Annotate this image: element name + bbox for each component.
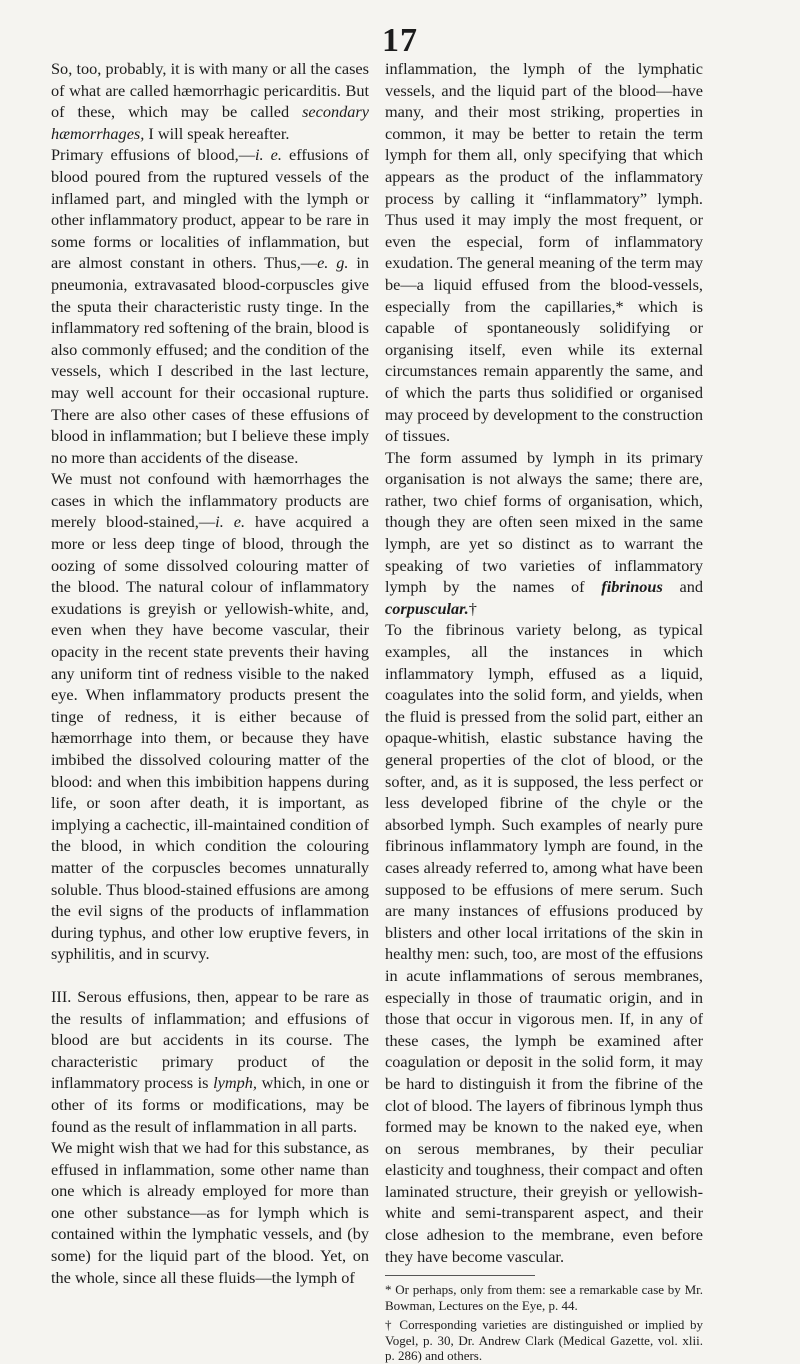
paragraph: We might wish that we had for this substance, as effused in inflammation, some other name than one which is already employed for more than one other substance—as for lymph which is contained within the lymphatic vessels, and (by some) for the liquid part of the blood. Yet, on the whole, since all these fluids—the lymph of — [51, 1138, 369, 1287]
paragraph: So, too, probably, it is with many or all the cases of what are called hæmorrhagic pericarditis. But of these, which may be called secondary hæmorrhages, I will speak hereafter. — [51, 59, 369, 143]
paragraph: We must not confound with hæmorrhages the cases in which the inflammatory products are merely blood-stained,—i. e. have acquired a more or less deep tinge of blood, through the oozing of some dissolved colouring matter of the blood. The natural colour of inflammatory exudations is greyish or yellowish-white, and, even when they have become vascular, their opacity in the recent state prevents their having any uniform tint of redness visible to the naked eye. When inflammatory products present the tinge of redness, it is either because of hæmorrhage into them, or because they have imbibed the dissolved colouring matter of the blood: and when this imbibition happens during life, or soon after death, it is important, as implying a cachectic, ill-maintained condition of the blood, in which condition the colouring matter of the corpuscles becomes unnaturally soluble. Thus blood-stained effusions are among the evil signs of the products of inflammation during typhus, and other low eruptive fevers, in syphilitis, and in scurvy. — [51, 469, 370, 964]
paragraph: The form assumed by lymph in its primary organisation is not always the same; there are, rather, two chief forms of organisation, which, though they are often seen mixed in the same lymph, are yet so distinct as to warrant the speaking of two varieties of inflammatory lymph by the names of fibrinous and corpuscular.† — [385, 447, 704, 618]
footnote-divider — [385, 1275, 535, 1276]
paragraph: inflammation, the lymph of the lymphatic vessels, and the liquid part of the blood—have many, and their most striking, properties in common, it may be better to retain the term lymph for them all, only specifying that which appears as the product of the inflammatory process by calling it “inflammatory” lymph. Thus used it may imply the most frequent, or even the especial, form of inflammatory exudation. The general meaning of the term may be—a liquid effused from the blood-vessels, especially from the capillaries,* which is capable of spontaneously solidifying or organising itself, even while its external circumstances remain apparently the same, and of which the parts thus solidified or organised may proceed by development to the construction of tissues. — [385, 59, 703, 446]
paragraph: III. Serous effusions, then, appear to be rare as the results of inflammation; and effusions of blood are but accidents in its course. The characteristic primary product of the inflammatory process is lymph, which, in one or other of its forms or modifications, may be found as the result of inflammation in all parts. — [51, 986, 370, 1136]
footnote: * Or perhaps, only from them: see a remarkable case by Mr. Bowman, Lectures on the Eye, p. 44. — [385, 1282, 703, 1313]
left-column — [51, 58, 369, 1288]
footnote: † Corresponding varieties are distinguished or implied by Vogel, p. 30, Dr. Andrew Clark (Medical Gazette, vol. xlii. p. 286) and others. — [385, 1317, 703, 1364]
right-column — [385, 58, 703, 1364]
paragraph: To the fibrinous variety belong, as typical examples, all the instances in which inflammatory lymph, effused as a liquid, coagulates into the solid form, and yields, when the fluid is pressed from the solid part, either an opaque-whitish, elastic substance having the general properties of the clot of blood, or the softer, and, as it is supposed, the less perfect or less developed fibrine of the chyle or the absorbed lymph. Such examples of nearly pure fibrinous inflammatory lymph are found, in the cases already referred to, among what have been supposed to be effusions of mere serum. Such are many instances of effusions produced by blisters and other local irritations of the skin in healthy men: such, too, are most of the effusions in acute inflammations of serous membranes, especially in those of traumatic origin, and in those that occur in vigorous men. If, in any of these cases, the lymph be examined after coagulation or deposit in the solid form, it may be hard to distinguish it from the fibrine of the clot of blood. The layers of fibrinous lymph thus formed may be known to the naked eye, when on serous membranes, by their peculiar elasticity and toughness, their compact and often laminated structure, their greyish or yellowish-white and semi-transparent aspect, and their close adhesion to the membrane, even before they have become vascular. — [385, 620, 703, 1266]
page-number: 17 — [382, 22, 418, 59]
paragraph: Primary effusions of blood,—i. e. effusions of blood poured from the ruptured vessels of the inflamed part, and mingled with the lymph or other inflammatory product, appear to be rare in some forms or localities of inflammation, but are almost constant in others. Thus,—e. g. in pneumonia, extravasated blood-corpuscles give the sputa their characteristic rusty tinge. In the inflammatory red softening of the brain, blood is also commonly effused; and the condition of the vessels, which I described in the last lecture, may well account for their occasional rupture. There are also other cases of these effusions of blood in inflammation; but I believe these imply no more than accidents of the disease. — [51, 145, 369, 467]
